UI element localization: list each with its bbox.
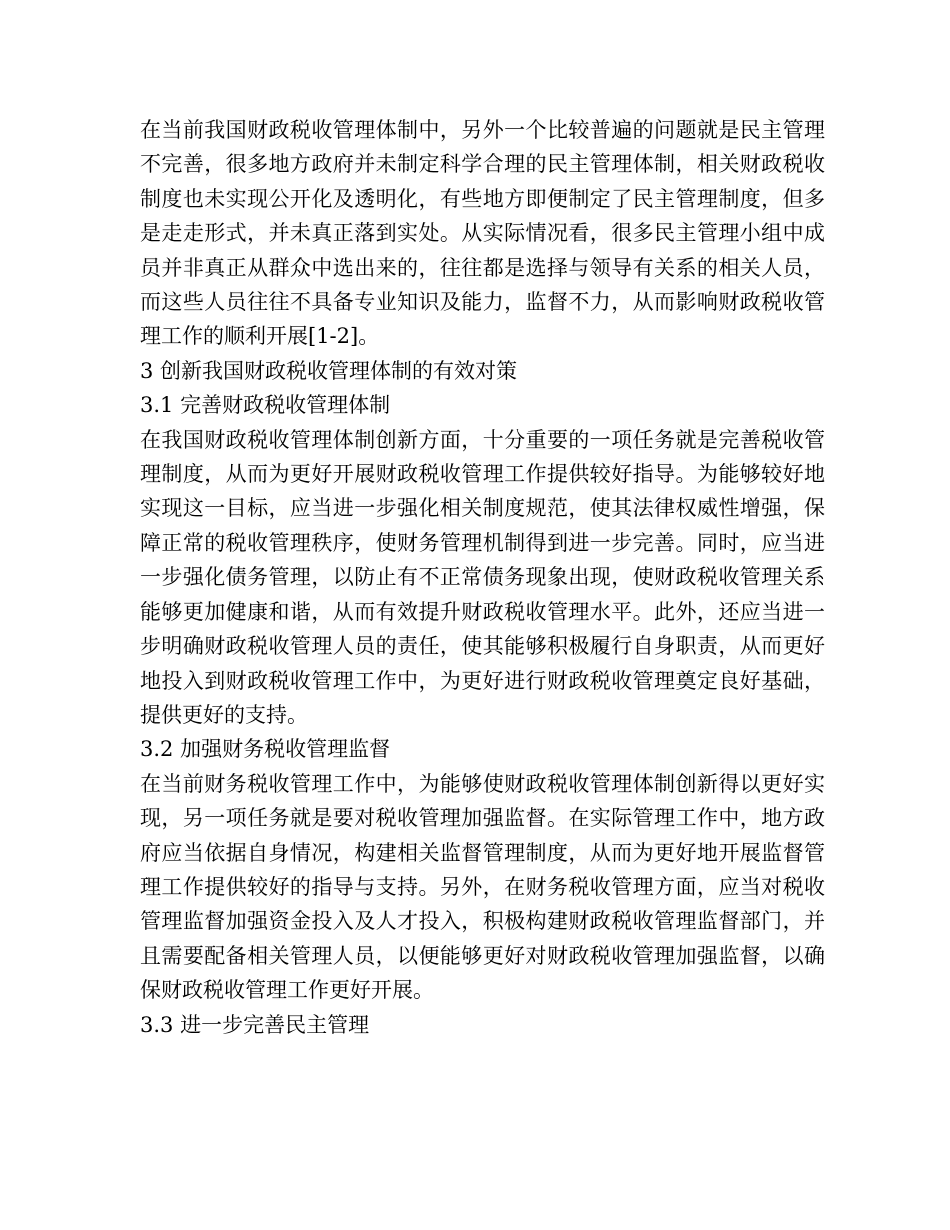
paragraph-improve-tax-system: 在我国财政税收管理体制创新方面，十分重要的一项任务就是完善税收管理制度，从而为更好开展财政税收管理工作提供较好指导。为能够较好地实现这一目标，应当进一步强化相关制度规范，使其法律权威性增强，保障正常的税收管理秩序，使财务管理机制得到进一步完善。同时，应当进一步强化债务管理，以防止有不正常债务现象出现，使财政税收管理关系能够更加健康和谐，从而有效提升财政税收管理水平。此外，还应当进一步明确财政税收管理人员的责任，使其能够积极履行自身职责，从而更好地投入到财政税收管理工作中，为更好进行财政税收管理奠定良好基础，提供更好的支持。 (140, 427, 825, 727)
document-body (140, 113, 825, 1042)
paragraph-democratic-management-issue: 在当前我国财政税收管理体制中，另外一个比较普遍的问题就是民主管理不完善，很多地方政府并未制定科学合理的民主管理体制，相关财政税收制度也未实现公开化及透明化，有些地方即便制定了民主管理制度，但多是走走形式，并未真正落到实处。从实际情况看，很多民主管理小组中成员并非真正从群众中选出来的，往往都是选择与领导有关系的相关人员，而这些人员往往不具备专业知识及能力，监督不力，从而影响财政税收管理工作的顺利开展[1-2]。 (140, 118, 825, 349)
section-heading-3-1: 3.1 完善财政税收管理体制 (140, 393, 391, 418)
section-heading-3-2: 3.2 加强财务税收管理监督 (140, 737, 391, 762)
section-heading-3-3: 3.3 进一步完善民主管理 (140, 1012, 370, 1037)
paragraph-strengthen-supervision: 在当前财务税收管理工作中，为能够使财政税收管理体制创新得以更好实现，另一项任务就是要对税收管理加强监督。在实际管理工作中，地方政府应当依据自身情况，构建相关监督管理制度，从而为更好地开展监督管理工作提供较好的指导与支持。另外，在财务税收管理方面，应当对税收管理监督加强资金投入及人才投入，积极构建财政税收管理监督部门，并且需要配备相关管理人员，以便能够更好对财政税收管理加强监督，以确保财政税收管理工作更好开展。 (140, 771, 825, 1003)
section-heading-3: 3 创新我国财政税收管理体制的有效对策 (140, 358, 518, 383)
